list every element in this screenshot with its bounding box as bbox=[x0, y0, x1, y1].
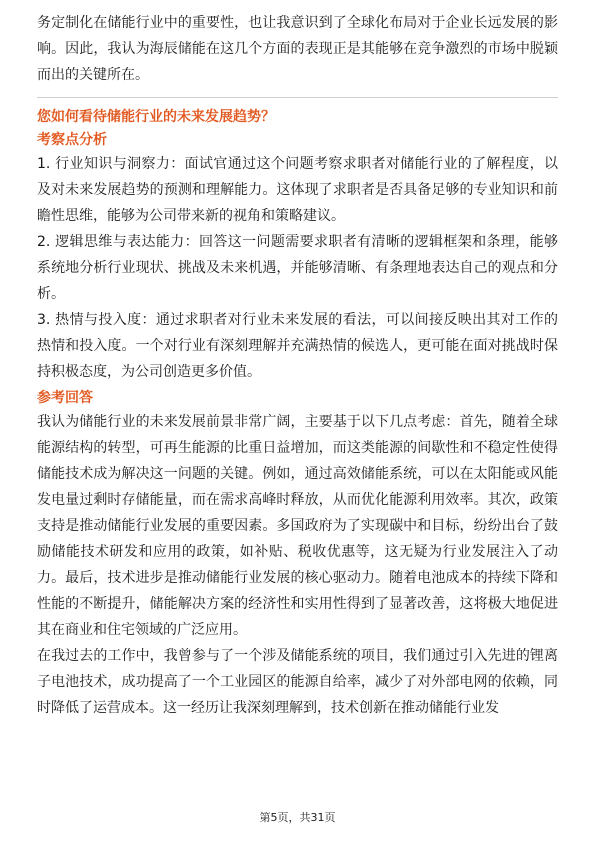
page-number-footer: 第5页，共31页 bbox=[259, 811, 336, 824]
answer-paragraph-1: 我认为储能行业的未来发展前景非常广阔，主要基于以下几点考虑：首先，随着全球能源结构的转型，可再生能源的比重日益增加，而这类能源的间歇性和不稳定性使得储能技术成为解决这一问题的关键。例如，通过高效储能系统，可以在太阳能或风能发电量过剩时存储能量，而在需求高峰时释放，从而优化能源利用效率。其次，政策支持是推动储能行业发展的重要因素。多国政府为了实现碳中和目标，纷纷出台了鼓励储能技术研发和应用的政策，如补贴、税收优惠等，这无疑为行业发展注入了动力。最后，技术进步是推动储能行业发展的核心驱动力。随着电池成本的持续下降和性能的不断提升，储能解决方案的经济性和实用性得到了显著改善，这将极大地促进其在商业和住宅领域的广泛应用。 bbox=[37, 414, 558, 638]
question-title: 您如何看待储能行业的未来发展趋势？ bbox=[37, 109, 275, 125]
analysis-point-3: 3. 热情与投入度：通过求职者对行业未来发展的看法，可以间接反映出其对工作的热情和投入度。一个对行业有深刻理解并充满热情的候选人，更可能在面对挑战时保持积极态度，为公司创造更多价值。 bbox=[37, 312, 558, 380]
answer-heading: 参考回答 bbox=[37, 390, 93, 406]
analysis-point-1: 1. 行业知识与洞察力：面试官通过这个问题考察求职者对储能行业的了解程度，以及对未来发展趋势的预测和理解能力。这体现了求职者是否具备足够的专业知识和前瞻性思维，能够为公司带来新的视角和策略建议。 bbox=[37, 156, 558, 224]
section-divider bbox=[37, 97, 558, 98]
intro-paragraph: 务定制化在储能行业中的重要性，也让我意识到了全球化布局对于企业长远发展的影响。因此，我认为海辰储能在这几个方面的表现正是其能够在竞争激烈的市场中脱颖而出的关键所在。 bbox=[37, 15, 558, 83]
analysis-heading: 考察点分析 bbox=[37, 132, 107, 148]
page-content bbox=[37, 10, 558, 721]
analysis-point-2: 2. 逻辑思维与表达能力：回答这一问题需要求职者有清晰的逻辑框架和条理，能够系统地分析行业现状、挑战及未来机遇，并能够清晰、有条理地表达自己的观点和分析。 bbox=[37, 234, 558, 302]
answer-paragraph-2: 在我过去的工作中，我曾参与了一个涉及储能系统的项目，我们通过引入先进的锂离子电池技术，成功提高了一个工业园区的能源自给率，减少了对外部电网的依赖，同时降低了运营成本。这一经历让我深刻理解到，技术创新在推动储能行业发 bbox=[37, 648, 558, 716]
